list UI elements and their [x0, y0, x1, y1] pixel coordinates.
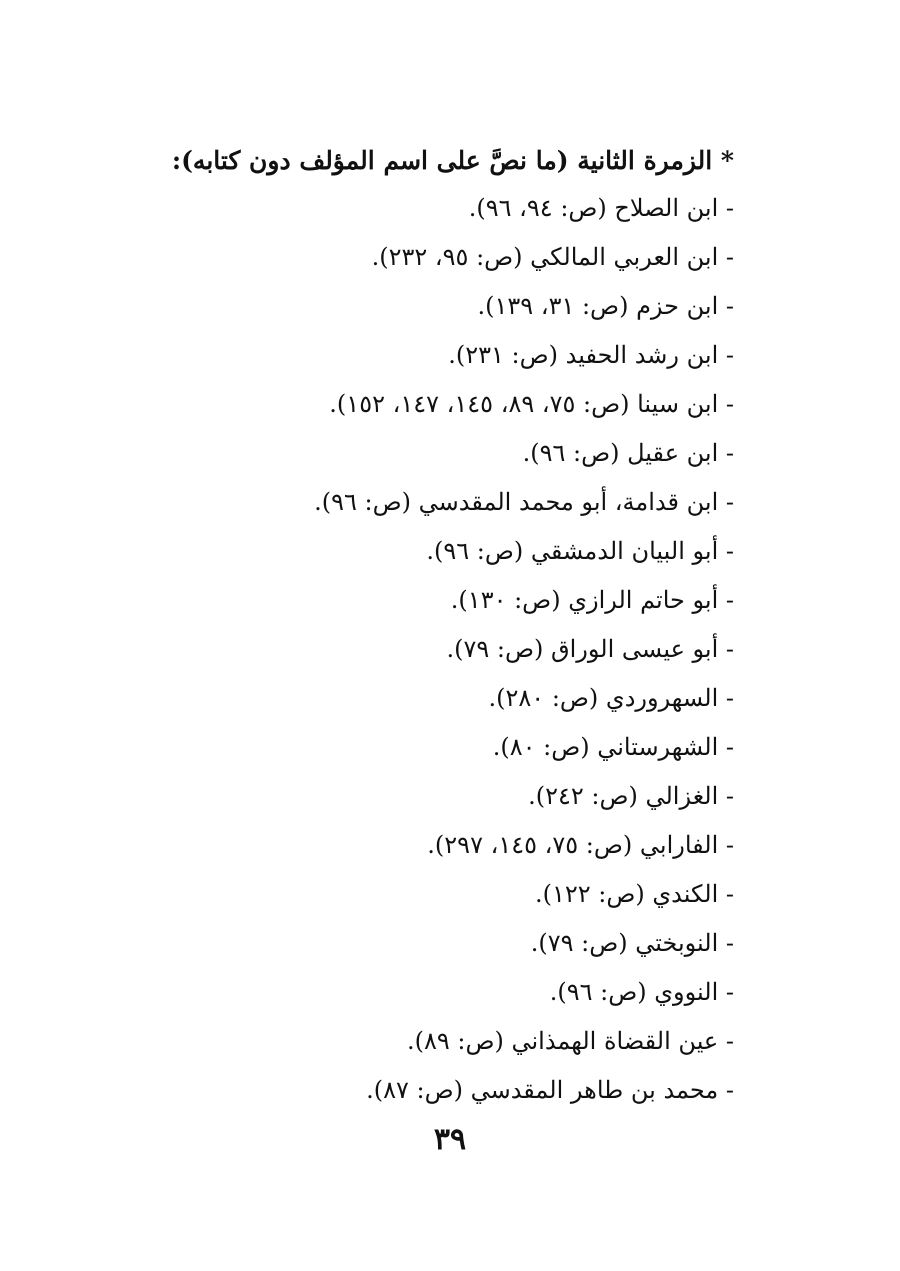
list-item: - محمد بن طاهر المقدسي (ص: ٨٧). [366, 1076, 734, 1104]
list-item: - الكندي (ص: ١٢٢). [535, 880, 734, 908]
list-item: - ابن العربي المالكي (ص: ٩٥، ٢٣٢). [371, 243, 734, 271]
list-item: - أبو البيان الدمشقي (ص: ٩٦). [426, 537, 734, 565]
list-item: - ابن عقيل (ص: ٩٦). [522, 439, 734, 467]
list-item: - النووي (ص: ٩٦). [549, 978, 734, 1006]
page-content [171, 138, 734, 1115]
list-item: - ابن الصلاح (ص: ٩٤، ٩٦). [468, 194, 734, 222]
list-item: - ابن سينا (ص: ٧٥، ٨٩، ١٤٥، ١٤٧، ١٥٢). [329, 390, 734, 418]
author-list [174, 184, 734, 1115]
list-item: - الغزالي (ص: ٢٤٢). [528, 782, 734, 810]
list-item: - الفارابي (ص: ٧٥، ١٤٥، ٢٩٧). [427, 831, 734, 859]
list-item: - الشهرستاني (ص: ٨٠). [492, 733, 734, 761]
list-item: - أبو عيسى الوراق (ص: ٧٩). [446, 635, 734, 663]
list-item: - عين القضاة الهمذاني (ص: ٨٩). [406, 1027, 734, 1055]
list-item: - ابن قدامة، أبو محمد المقدسي (ص: ٩٦). [314, 488, 734, 516]
section-heading: * الزمرة الثانية (ما نصَّ على اسم المؤلف دون كتابه): [171, 146, 734, 175]
list-item: - ابن رشد الحفيد (ص: ٢٣١). [448, 341, 734, 369]
page-number: ٣٩ [433, 1122, 467, 1157]
list-item: - ابن حزم (ص: ٣١، ١٣٩). [477, 292, 734, 320]
list-item: - النوبختي (ص: ٧٩). [530, 929, 734, 957]
list-item: - أبو حاتم الرازي (ص: ١٣٠). [450, 586, 734, 614]
list-item: - السهروردي (ص: ٢٨٠). [488, 684, 734, 712]
